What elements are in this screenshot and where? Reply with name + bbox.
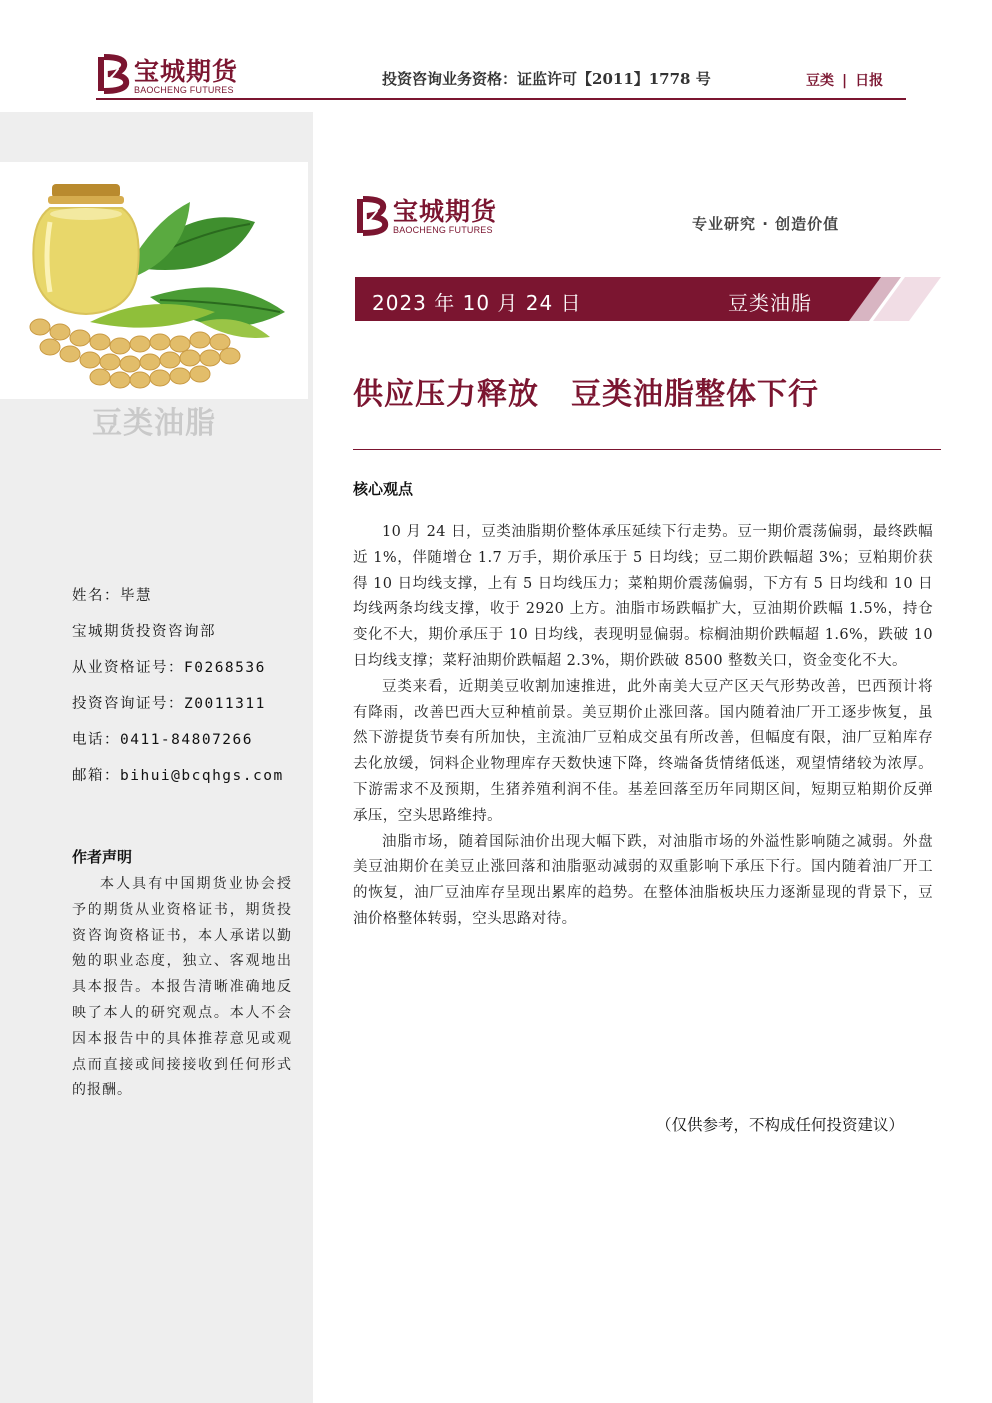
- analyst-contact: [72, 578, 284, 794]
- header-divider: [96, 98, 906, 100]
- body-paragraph: 油脂市场，随着国际油价出现大幅下跌，对油脂市场的外溢性影响随之减弱。外盘美豆油期价在美豆止涨回落和油脂驱动减弱的双重影响下承压下行。国内随着油厂开工的恢复，油厂豆油库存呈现出累库的趋势。在整体油脂板块压力逐渐显现的背景下，豆油价格整体转弱，空头思路对待。: [353, 833, 933, 927]
- author-statement-heading: 作者声明: [72, 848, 133, 866]
- header-logo: [96, 52, 256, 98]
- banner-category: 豆类油脂: [728, 291, 812, 315]
- email-address: 邮箱：bihui@bcqhgs.com: [72, 768, 284, 784]
- header-category: [806, 70, 883, 90]
- baocheng-logo-icon: [355, 196, 389, 236]
- content-logo-en: BAOCHENG FUTURES: [393, 225, 493, 235]
- report-type-label: 日报: [855, 73, 884, 89]
- analyst-department: 宝城期货投资咨询部: [72, 624, 216, 640]
- soybean-oil-illustration: [0, 162, 308, 399]
- phone-number: 电话：0411-84807266: [72, 732, 253, 748]
- category-label: 豆类: [806, 73, 834, 89]
- baocheng-logo-icon: [96, 54, 130, 94]
- license-text: 投资咨询业务资格：证监许可【2011】1778 号: [382, 70, 711, 88]
- body-paragraph: 豆类来看，近期美豆收割加速推进，此外南美大豆产区天气形势改善，巴西预计将有降雨，改善巴西大豆种植前景。美豆期价止涨回落。国内随着油厂开工逐步恢复，虽然下游提货节奏有所加快，主流油厂豆粕成交虽有所改善，但幅度有限，油厂豆粕库存去化放缓，饲料企业物理库存天数快速下降，终端备货情绪低迷，观望情绪较为浓厚。下游需求不及预期，生猪养殖利润不佳。基差回落至历年同期区间，短期豆粕期价反弹承压，空头思路维持。: [353, 678, 933, 824]
- report-body: [353, 520, 933, 933]
- analyst-name: 姓名：毕慧: [72, 588, 152, 604]
- disclaimer: （仅供参考，不构成任何投资建议）: [656, 1116, 905, 1134]
- report-title: [353, 369, 819, 413]
- category-separator: |: [842, 73, 848, 89]
- author-statement-text: 本人具有中国期货业协会授予的期货从业资格证书，期货投资咨询资格证书，本人承诺以勤勉的职业态度，独立、客观地出具本报告。本报告清晰准确地反映了本人的研究观点。本人不会因本报告中的具体推荐意见或观点而直接或间接接收到任何形式的报酬。: [72, 876, 292, 1099]
- header-logo-en: BAOCHENG FUTURES: [134, 85, 234, 95]
- soybean-oil-image: [0, 162, 308, 399]
- report-title-part2: 豆类油脂整体下行: [571, 377, 819, 412]
- header-logo-cn: 宝城期货: [134, 57, 239, 86]
- sidebar-title: 豆类油脂: [92, 406, 216, 441]
- core-view-heading: 核心观点: [353, 480, 414, 498]
- slogan: 专业研究 · 创造价值: [692, 215, 840, 233]
- content-logo: [355, 192, 525, 240]
- report-title-part1: 供应压力释放: [353, 377, 539, 412]
- report-date: 2023 年 10 月 24 日: [372, 291, 582, 315]
- content-logo-cn: 宝城期货: [393, 197, 498, 226]
- title-divider: [353, 449, 941, 450]
- body-paragraph: 10 月 24 日，豆类油脂期价整体承压延续下行走势。豆一期价震荡偏弱，最终跌幅近 1%，伴随增仓 1.7 万手，期价承压于 5 日均线；豆二期价跌幅超 3%；豆粕期价获得 10 日均线支撑，上有 5 日均线压力；菜粕期价震荡偏弱，下方有 5 日均线和 10 日均线两条均线支撑，收于 2920 上方。油脂市场跌幅扩大，豆油期价跌幅 1.5%，持仓变化不大，期价承压于 10 日均线，表现明显偏弱。棕榈油期价跌幅超 1.6%，跌破 10 日均线支撑；菜籽油期价跌幅超 2.3%，期价跌破 8500 整数关口，资金变化不大。: [353, 524, 933, 669]
- qualification-number: 从业资格证号：F0268536: [72, 660, 266, 676]
- advisory-number: 投资咨询证号：Z0011311: [72, 696, 266, 712]
